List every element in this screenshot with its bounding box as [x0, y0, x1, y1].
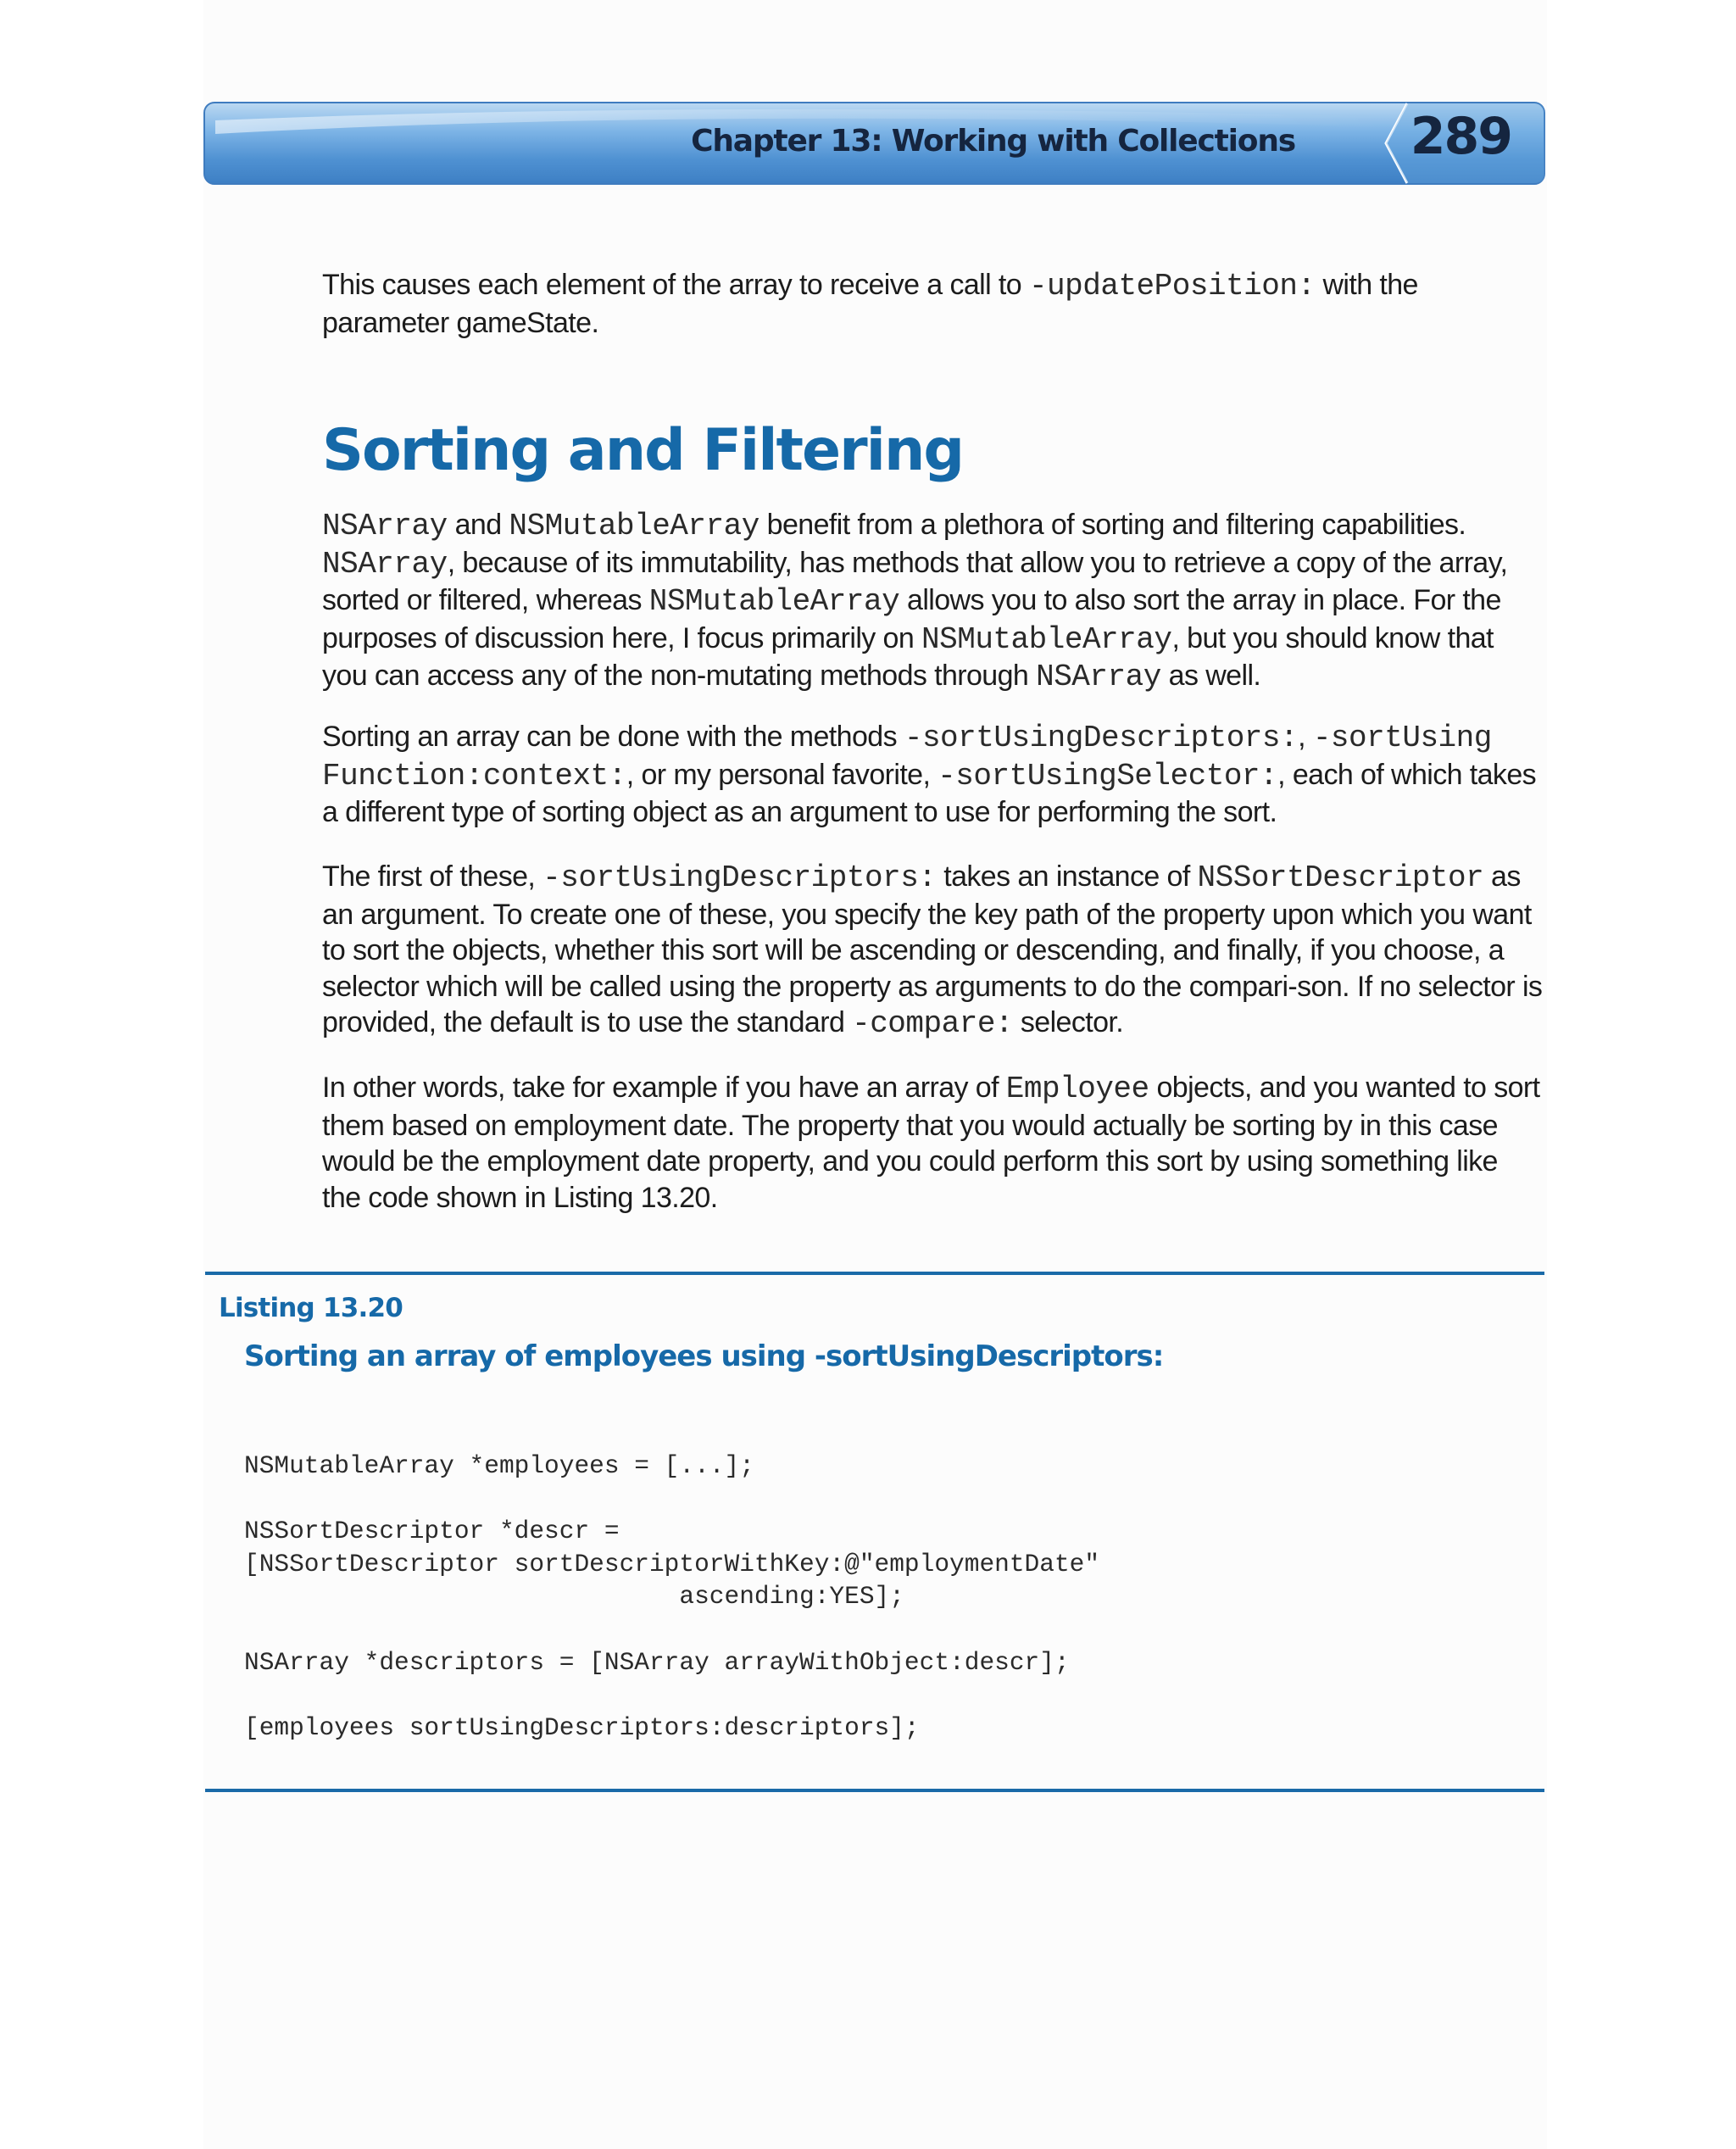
- page-number: 289: [1410, 107, 1511, 166]
- text-run: , because of its immutability, has methods that allow you to retrieve a copy of the array, sorted or filtered, whereas: [322, 546, 1508, 616]
- code-inline: NSMutableArray: [509, 509, 760, 543]
- code-inline: -sortUsingSelector:: [938, 758, 1278, 793]
- text-run: This causes each element of the array to receive a call to: [322, 269, 1029, 301]
- code-line: [employees sortUsingDescriptors:descriptors];: [244, 1712, 920, 1742]
- intro-paragraph-block: [322, 267, 1543, 341]
- text-run: The first of these,: [322, 860, 543, 893]
- listing-title: Sorting an array of employees using -sortUsingDescriptors:: [244, 1339, 1164, 1373]
- text-run: as an argument. To create one of these, you specify the key path of the property upon which you want to sort the objects, whether this sort will be ascending or descending, and finally, if you choose, a selector which will be called using the property as arguments to do the compari-son. If no selector is provided, the default is to use the standard: [322, 860, 1543, 1038]
- paragraph-3-block: [322, 859, 1543, 1043]
- code-inline: NSMutableArray: [921, 621, 1172, 657]
- code-line: [244, 1483, 1099, 1516]
- code-inline: -sortUsingDescriptors:: [542, 860, 937, 895]
- section-heading: Sorting and Filtering: [322, 417, 964, 484]
- code-line: [244, 1613, 1099, 1646]
- code-inline: -sortUsing: [1312, 721, 1492, 755]
- code-line: NSMutableArray *employees = [...];: [244, 1451, 754, 1480]
- code-inline: NSArray: [1036, 660, 1161, 694]
- code-line: NSArray *descriptors = [NSArray arrayWithObject:descr];: [244, 1647, 1070, 1677]
- code-inline: NSSortDescriptor: [1197, 860, 1484, 895]
- chapter-title: Chapter 13: Working with Collections: [691, 124, 1295, 159]
- paragraph-4: [322, 1070, 1543, 1216]
- code-inline: -compare:: [852, 1006, 1014, 1041]
- listing-top-rule: [205, 1272, 1544, 1275]
- paragraph-4-block: [322, 1070, 1543, 1216]
- text-run: allows you to also sort the array in place. For the purposes of discussion here, I focus primarily on: [322, 584, 1501, 654]
- paragraph-3: [322, 859, 1543, 1043]
- text-run: with the parameter gameState.: [322, 269, 1418, 339]
- text-run: objects, and you wanted to sort them based on employment date. The property that you would actually be sorting by in this case would be the employment date property, and you could perform this sort by using something like the code shown in Listing 13.20.: [322, 1072, 1540, 1214]
- paragraph-2: [322, 719, 1543, 831]
- code-inline: NSArray: [322, 546, 448, 582]
- text-run: , but you should know that you can access any of the non-mutating methods through: [322, 621, 1494, 692]
- code-inline: NSArray: [322, 509, 448, 543]
- listing-label: Listing 13.20: [219, 1293, 403, 1323]
- text-run: as well.: [1160, 660, 1261, 692]
- intro-paragraph: [322, 267, 1543, 341]
- code-inline: -sortUsingDescriptors:: [904, 721, 1299, 755]
- text-run: and: [447, 509, 509, 541]
- listing-bottom-rule: [205, 1789, 1544, 1792]
- code-listing: [244, 1450, 1099, 1744]
- code-inline: -updatePosition:: [1028, 269, 1316, 303]
- paragraph-1-block: [322, 507, 1543, 696]
- code-inline: Employee: [1005, 1072, 1149, 1106]
- text-run: ,: [1298, 721, 1313, 753]
- code-line: ascending:YES];: [244, 1582, 904, 1612]
- code-inline: NSMutableArray: [648, 584, 900, 619]
- code-inline: Function:context:: [322, 758, 626, 793]
- text-run: benefit from a plethora of sorting and filtering capabilities.: [759, 509, 1466, 541]
- text-run: , or my personal favorite,: [626, 758, 938, 791]
- paragraph-1: [322, 507, 1543, 696]
- paragraph-2-block: [322, 719, 1543, 831]
- text-run: Sorting an array can be done with the methods: [322, 721, 904, 753]
- text-run: takes an instance of: [936, 860, 1198, 893]
- code-line: [244, 1679, 1099, 1712]
- running-header: [203, 102, 1545, 185]
- code-line: [NSSortDescriptor sortDescriptorWithKey:@"employmentDate": [244, 1549, 1100, 1578]
- text-run: selector.: [1013, 1006, 1124, 1038]
- text-run: , each of which takes a different type of sorting object as an argument to use for performing the sort.: [322, 758, 1537, 828]
- text-run: In other words, take for example if you have an array of: [322, 1072, 1006, 1104]
- code-line: NSSortDescriptor *descr =: [244, 1517, 620, 1546]
